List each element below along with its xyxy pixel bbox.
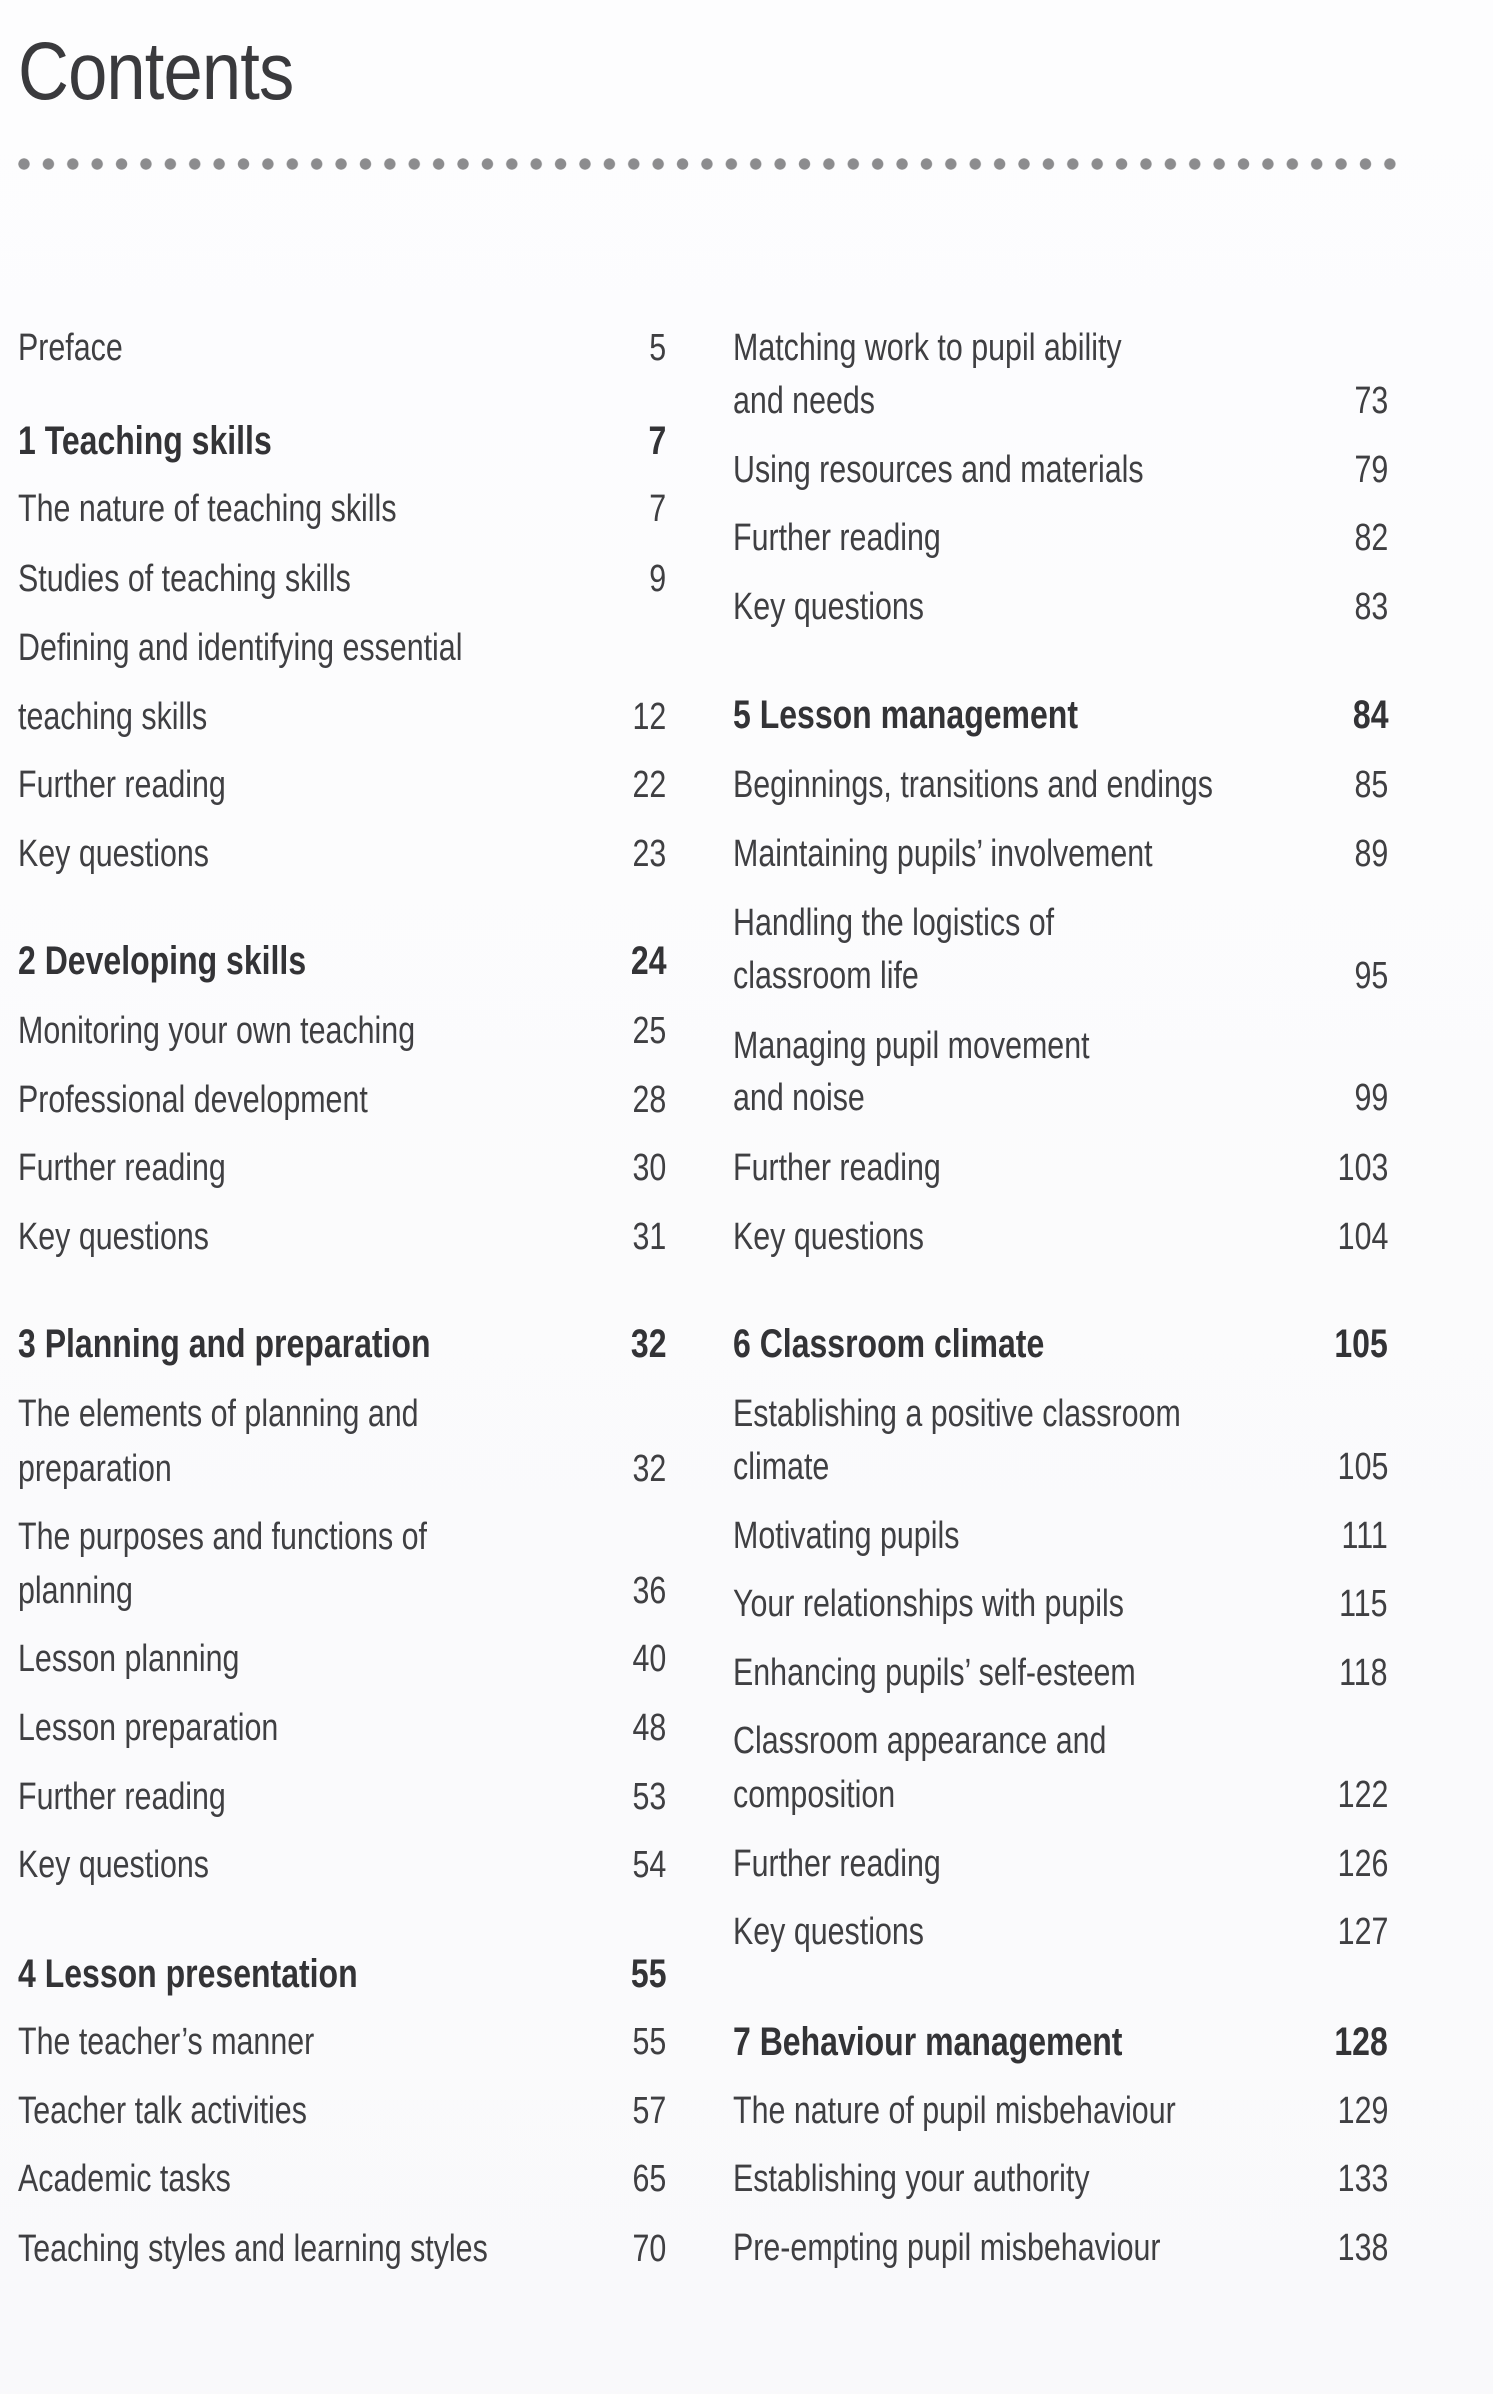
toc-entry[interactable] xyxy=(733,900,1388,946)
toc-page-number: 30 xyxy=(632,1147,666,1189)
toc-page-number: 115 xyxy=(1339,1583,1388,1625)
toc-entry-label: Further reading xyxy=(733,1843,941,1885)
toc-entry[interactable] xyxy=(733,762,1388,808)
toc-page-number: 40 xyxy=(632,1638,666,1680)
toc-page-number: 65 xyxy=(632,2158,666,2200)
toc-entry-label: Further reading xyxy=(18,1776,226,1818)
toc-page-number: 111 xyxy=(1341,1515,1388,1557)
toc-page-number: 95 xyxy=(1354,955,1388,997)
toc-entry-label: Studies of teaching skills xyxy=(18,558,351,600)
page-title: Contents xyxy=(18,26,294,117)
toc-entry[interactable] xyxy=(733,325,1388,371)
toc-entry-label: Establishing your authority xyxy=(733,2158,1090,2200)
toc-chapter-label: 3 Planning and preparation xyxy=(18,1322,431,1366)
toc-entry-label: Lesson planning xyxy=(18,1638,240,1680)
toc-page-number: 32 xyxy=(632,1448,666,1490)
toc-entry[interactable] xyxy=(733,1444,1388,1490)
toc-entry[interactable] xyxy=(733,1513,1388,1559)
toc-chapter-1[interactable] xyxy=(18,418,666,464)
toc-entry-label: The nature of teaching skills xyxy=(18,488,397,530)
toc-entry-preface[interactable] xyxy=(18,325,666,371)
toc-entry-label: Motivating pupils xyxy=(733,1515,960,1557)
toc-page-number: 23 xyxy=(632,833,666,875)
toc-page-number: 28 xyxy=(632,1079,666,1121)
toc-page-number: 53 xyxy=(632,1776,666,1818)
toc-entry[interactable] xyxy=(733,378,1388,424)
toc-entry[interactable] xyxy=(18,2156,666,2202)
toc-page-number: 103 xyxy=(1337,1147,1388,1189)
toc-entry-label: Defining and identifying essential xyxy=(18,627,463,669)
toc-entry[interactable] xyxy=(18,1391,666,1437)
toc-page-number: 24 xyxy=(630,939,666,983)
toc-entry[interactable] xyxy=(733,1909,1388,1955)
toc-chapter-label: 7 Behaviour management xyxy=(733,2020,1123,2064)
toc-entry[interactable] xyxy=(18,2088,666,2134)
toc-entry[interactable] xyxy=(18,1705,666,1751)
toc-entry[interactable] xyxy=(733,1023,1388,1069)
toc-entry[interactable] xyxy=(733,953,1388,999)
toc-page-number: 89 xyxy=(1354,833,1388,875)
toc-chapter-label: 4 Lesson presentation xyxy=(18,1952,358,1996)
toc-entry[interactable] xyxy=(18,1636,666,1682)
toc-chapter-2[interactable] xyxy=(18,938,666,984)
toc-entry[interactable] xyxy=(733,1650,1388,1696)
toc-entry[interactable] xyxy=(733,1145,1388,1191)
toc-entry-label: and noise xyxy=(733,1077,865,1119)
toc-entry[interactable] xyxy=(733,515,1388,561)
toc-entry[interactable] xyxy=(18,1145,666,1191)
toc-entry-label: Further reading xyxy=(733,517,941,559)
toc-entry[interactable] xyxy=(733,1075,1388,1121)
toc-chapter-5[interactable] xyxy=(733,692,1388,738)
toc-entry[interactable] xyxy=(18,1514,666,1560)
toc-entry-label: Classroom appearance and xyxy=(733,1720,1107,1762)
toc-chapter-label: 1 Teaching skills xyxy=(18,419,272,463)
toc-entry[interactable] xyxy=(733,1214,1388,1260)
toc-page-number: 48 xyxy=(632,1707,666,1749)
toc-entry-label: Monitoring your own teaching xyxy=(18,1010,416,1052)
toc-page-number: 127 xyxy=(1337,1911,1388,1953)
toc-entry-label: Further reading xyxy=(733,1147,941,1189)
toc-page-number: 57 xyxy=(632,2090,666,2132)
toc-entry-label: The elements of planning and xyxy=(18,1393,419,1435)
toc-entry-label: The purposes and functions of xyxy=(18,1516,427,1558)
toc-entry[interactable] xyxy=(733,1581,1388,1627)
toc-page-number: 83 xyxy=(1354,586,1388,628)
toc-entry[interactable] xyxy=(18,486,666,532)
toc-page-number: 118 xyxy=(1339,1652,1388,1694)
toc-page-number: 22 xyxy=(632,764,666,806)
toc-entry[interactable] xyxy=(18,831,666,877)
toc-entry-label: Key questions xyxy=(18,1844,209,1886)
toc-entry[interactable] xyxy=(18,1568,666,1614)
toc-entry-label: Academic tasks xyxy=(18,2158,231,2200)
toc-entry-label: Beginnings, transitions and endings xyxy=(733,764,1213,806)
toc-entry[interactable] xyxy=(18,1214,666,1260)
toc-page-number: 55 xyxy=(632,2021,666,2063)
toc-page-number: 128 xyxy=(1334,2020,1388,2064)
toc-entry[interactable] xyxy=(18,1842,666,1888)
toc-entry-label: Further reading xyxy=(18,764,226,806)
toc-page-number: 105 xyxy=(1334,1322,1388,1366)
toc-chapter-label: 6 Classroom climate xyxy=(733,1322,1045,1366)
toc-entry-label: Key questions xyxy=(18,1216,209,1258)
toc-entry-label: Matching work to pupil ability xyxy=(733,327,1122,369)
toc-page-number: 31 xyxy=(632,1216,666,1258)
toc-entry-label: Handling the logistics of xyxy=(733,902,1055,944)
toc-page-number: 73 xyxy=(1354,380,1388,422)
toc-page-number: 36 xyxy=(632,1570,666,1612)
toc-entry-label: classroom life xyxy=(733,955,919,997)
toc-page-number: 7 xyxy=(648,419,666,463)
toc-entry[interactable] xyxy=(18,2226,666,2272)
toc-entry[interactable] xyxy=(18,1446,666,1492)
toc-entry-label: Using resources and materials xyxy=(733,449,1144,491)
toc-entry[interactable] xyxy=(733,831,1388,877)
toc-entry-label: Key questions xyxy=(733,1911,924,1953)
toc-chapter-6[interactable] xyxy=(733,1321,1388,1367)
toc-page-number: 25 xyxy=(632,1010,666,1052)
toc-entry-label: planning xyxy=(18,1570,133,1612)
toc-entry[interactable] xyxy=(733,2088,1388,2134)
toc-entry-label: and needs xyxy=(733,380,875,422)
toc-entry-label: preparation xyxy=(18,1448,172,1490)
toc-entry[interactable] xyxy=(18,1774,666,1820)
toc-entry-label: Key questions xyxy=(733,1216,924,1258)
toc-page-number: 54 xyxy=(632,1844,666,1886)
toc-entry[interactable] xyxy=(18,762,666,808)
toc-entry-label: Lesson preparation xyxy=(18,1707,279,1749)
toc-entry-label: Enhancing pupils’ self-esteem xyxy=(733,1652,1136,1694)
toc-chapter-7[interactable] xyxy=(733,2019,1388,2065)
toc-chapter-3[interactable] xyxy=(18,1321,666,1367)
toc-entry-label: Pre-empting pupil misbehaviour xyxy=(733,2227,1161,2269)
toc-entry[interactable] xyxy=(18,2019,666,2065)
toc-entry[interactable] xyxy=(733,2156,1388,2202)
toc-chapter-label: 5 Lesson management xyxy=(733,693,1078,737)
toc-entry[interactable] xyxy=(18,625,666,671)
toc-entry-label: Your relationships with pupils xyxy=(733,1583,1124,1625)
toc-page-number: 79 xyxy=(1354,449,1388,491)
toc-entry[interactable] xyxy=(733,1772,1388,1818)
toc-entry-label: Teaching styles and learning styles xyxy=(18,2228,488,2270)
toc-entry-label: Key questions xyxy=(733,586,924,628)
toc-chapter-label: 2 Developing skills xyxy=(18,939,307,983)
toc-entry[interactable] xyxy=(18,1008,666,1054)
toc-page-number: 104 xyxy=(1337,1216,1388,1258)
toc-entry-label: Establishing a positive classroom xyxy=(733,1393,1181,1435)
toc-entry-label: Further reading xyxy=(18,1147,226,1189)
toc-entry-label: teaching skills xyxy=(18,696,208,738)
toc-entry[interactable] xyxy=(18,1077,666,1123)
toc-entry-label: Teacher talk activities xyxy=(18,2090,307,2132)
toc-page-number: 70 xyxy=(632,2228,666,2270)
toc-entry[interactable] xyxy=(18,694,666,740)
toc-page-number: 122 xyxy=(1337,1774,1388,1816)
toc-chapter-4[interactable] xyxy=(18,1951,666,1997)
toc-page-number: 126 xyxy=(1337,1843,1388,1885)
toc-entry-label: Key questions xyxy=(18,833,209,875)
toc-page-number: 7 xyxy=(649,488,666,530)
toc-entry-label: composition xyxy=(733,1774,896,1816)
toc-entry[interactable] xyxy=(18,556,666,602)
toc-page-number: 84 xyxy=(1352,693,1388,737)
toc-entry-label: Professional development xyxy=(18,1079,368,1121)
toc-entry[interactable] xyxy=(733,2225,1388,2271)
toc-page-number: 99 xyxy=(1354,1077,1388,1119)
toc-entry-label: Managing pupil movement xyxy=(733,1025,1090,1067)
toc-entry-label: climate xyxy=(733,1446,830,1488)
toc-entry[interactable] xyxy=(733,584,1388,630)
toc-page-number: 9 xyxy=(649,558,666,600)
toc-page-number: 129 xyxy=(1337,2090,1388,2132)
toc-page-number: 85 xyxy=(1354,764,1388,806)
toc-page-number: 5 xyxy=(649,327,666,369)
toc-entry-label: The teacher’s manner xyxy=(18,2021,315,2063)
toc-entry-label: Maintaining pupils’ involvement xyxy=(733,833,1153,875)
toc-page-number: 105 xyxy=(1337,1446,1388,1488)
toc-entry-label: Preface xyxy=(18,327,123,369)
dotted-divider xyxy=(18,158,1398,170)
toc-entry[interactable] xyxy=(733,447,1388,493)
toc-page-number: 32 xyxy=(630,1322,666,1366)
toc-entry[interactable] xyxy=(733,1718,1388,1764)
toc-page-number: 12 xyxy=(632,696,666,738)
toc-page-number: 133 xyxy=(1337,2158,1388,2200)
toc-entry[interactable] xyxy=(733,1391,1388,1437)
toc-page-number: 82 xyxy=(1354,517,1388,559)
toc-page-number: 138 xyxy=(1337,2227,1388,2269)
toc-entry-label: The nature of pupil misbehaviour xyxy=(733,2090,1176,2132)
toc-entry[interactable] xyxy=(733,1841,1388,1887)
toc-page-number: 55 xyxy=(630,1952,666,1996)
